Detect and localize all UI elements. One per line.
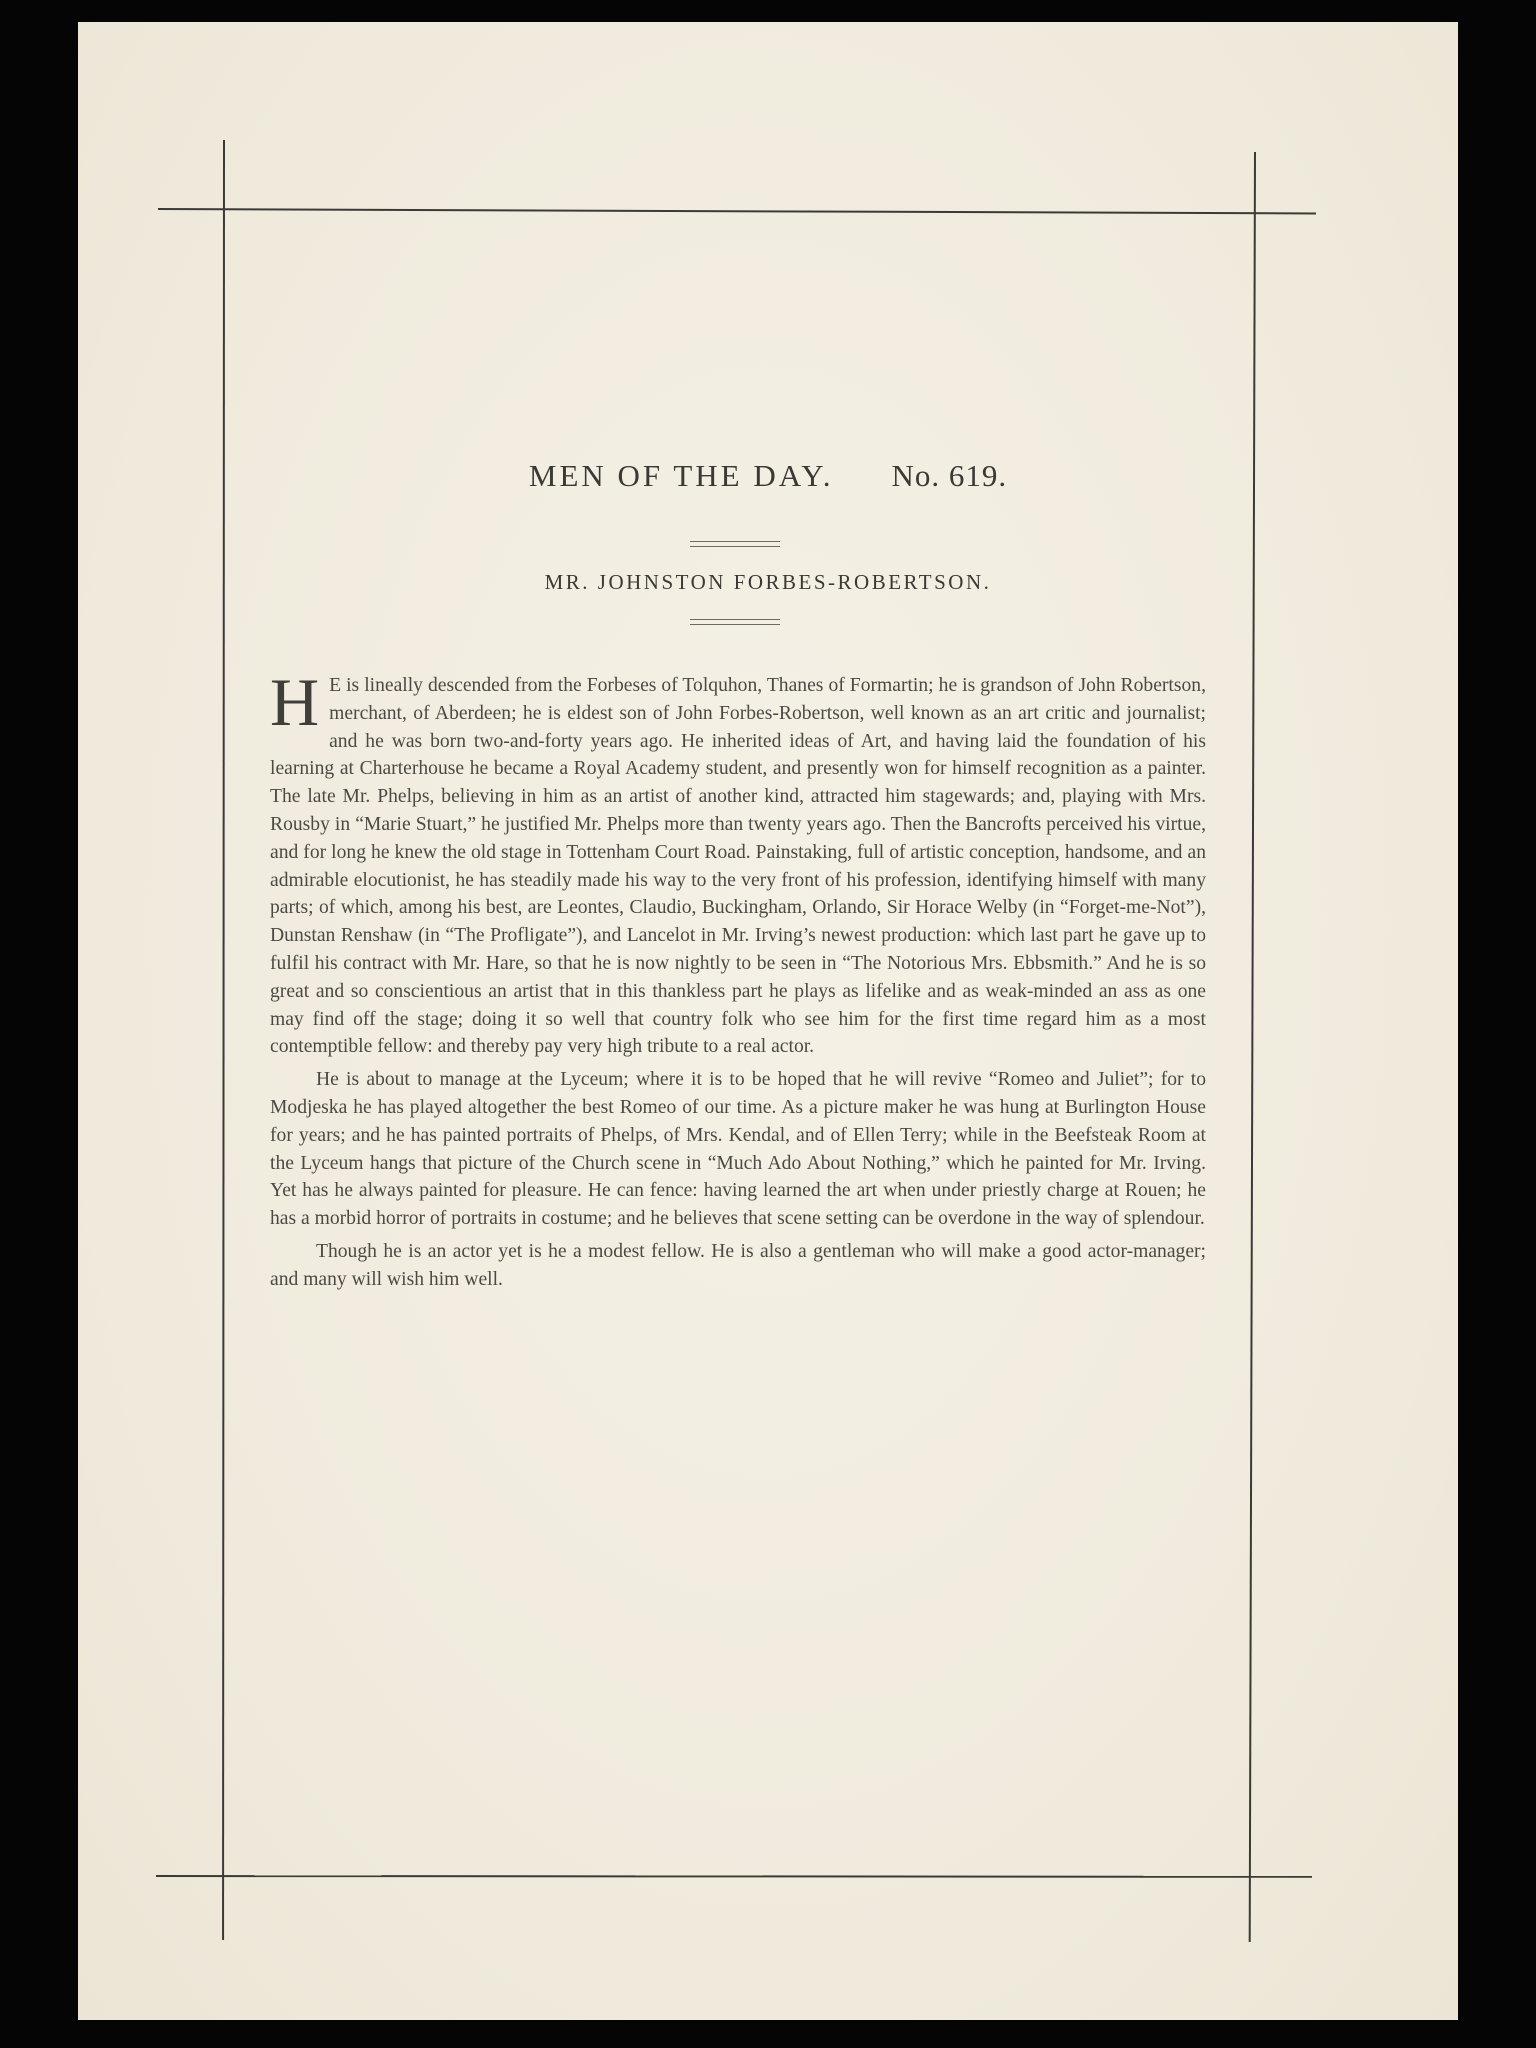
subject-divider — [690, 619, 780, 625]
paragraph-1-text: E is lineally descended from the Forbeses of Tolquhon, Thanes of Formartin; he is grandson of John Robertson, merchant, of Aberdeen; he is eldest son of John Forbes-Robertson, well known as an art critic and journalist; and he was born two-and-forty years ago. He inherited ideas of Art, and having laid the foundation of his learning at Charterhouse he became a Royal Academy student, and presently won for himself recognition as a painter. The late Mr. Phelps, believing in him as an artist of another kind, attracted him stagewards; and, playing with Mrs. Rousby in “Marie Stuart,” he justified Mr. Phelps more than twenty years ago. Then the Bancrofts perceived his virtue, and for long he knew the old stage in Tottenham Court Road. Painstaking, full of artistic conception, handsome, and an admirable elocutionist, he has steadily made his way to the very front of his profession, identifying himself with many parts; of which, among his best, are Leontes, Claudio, Buckingham, Orlando, Sir Horace Welby (in “Forget-me-Not”), Dunstan Renshaw (in “The Profligate”), and Lancelot in Mr. Irving’s newest production: which last part he gave up to fulfil his contract with Mr. Hare, so that he is now nightly to be seen in “The Notorious Mrs. Ebbsmith.” And he is so great and so conscientious an artist that in this thankless part he plays as lifelike and as weak-minded an ass as one may find off the stage; doing it so well that country folk who see him for the first time regard him as a most contemptible fellow: and thereby pay very high tribute to a real actor. — [270, 675, 1206, 1058]
paragraph-2: He is about to manage at the Lyceum; where it is to be hoped that he will revive “Romeo and Juliet”; for to Modjeska he has played altogether the best Romeo of our time. As a picture maker he was hung at Burlington House for years; and he has painted portraits of Phelps, of Mrs. Kendal, and of Ellen Terry; while in the Beefsteak Room at the Lyceum hangs that picture of the Church scene in “Much Ado About Nothing,” which he painted for Mr. Irving. Yet has he always painted for pleasure. He can fence: having learned the art when under priestly charge at Rouen; he has a morbid horror of portraits in costume; and he believes that scene setting can be overdone in the way of splendour. — [270, 1069, 1206, 1230]
subject-name: MR. JOHNSTON FORBES-ROBERTSON. — [544, 570, 992, 594]
article-body — [270, 664, 1206, 1299]
series-title: MEN OF THE DAY. — [528, 458, 834, 493]
paragraph-3: Though he is an actor yet is he a modest fellow. He is also a gentleman who will make a good actor-manager; and many will wish him well. — [270, 1240, 1206, 1290]
paragraph-1 — [270, 664, 1206, 1061]
title-divider — [690, 541, 780, 547]
drop-cap: H — [270, 664, 320, 740]
issue-number: No. 619. — [891, 458, 1008, 493]
page-title — [0, 458, 1536, 494]
